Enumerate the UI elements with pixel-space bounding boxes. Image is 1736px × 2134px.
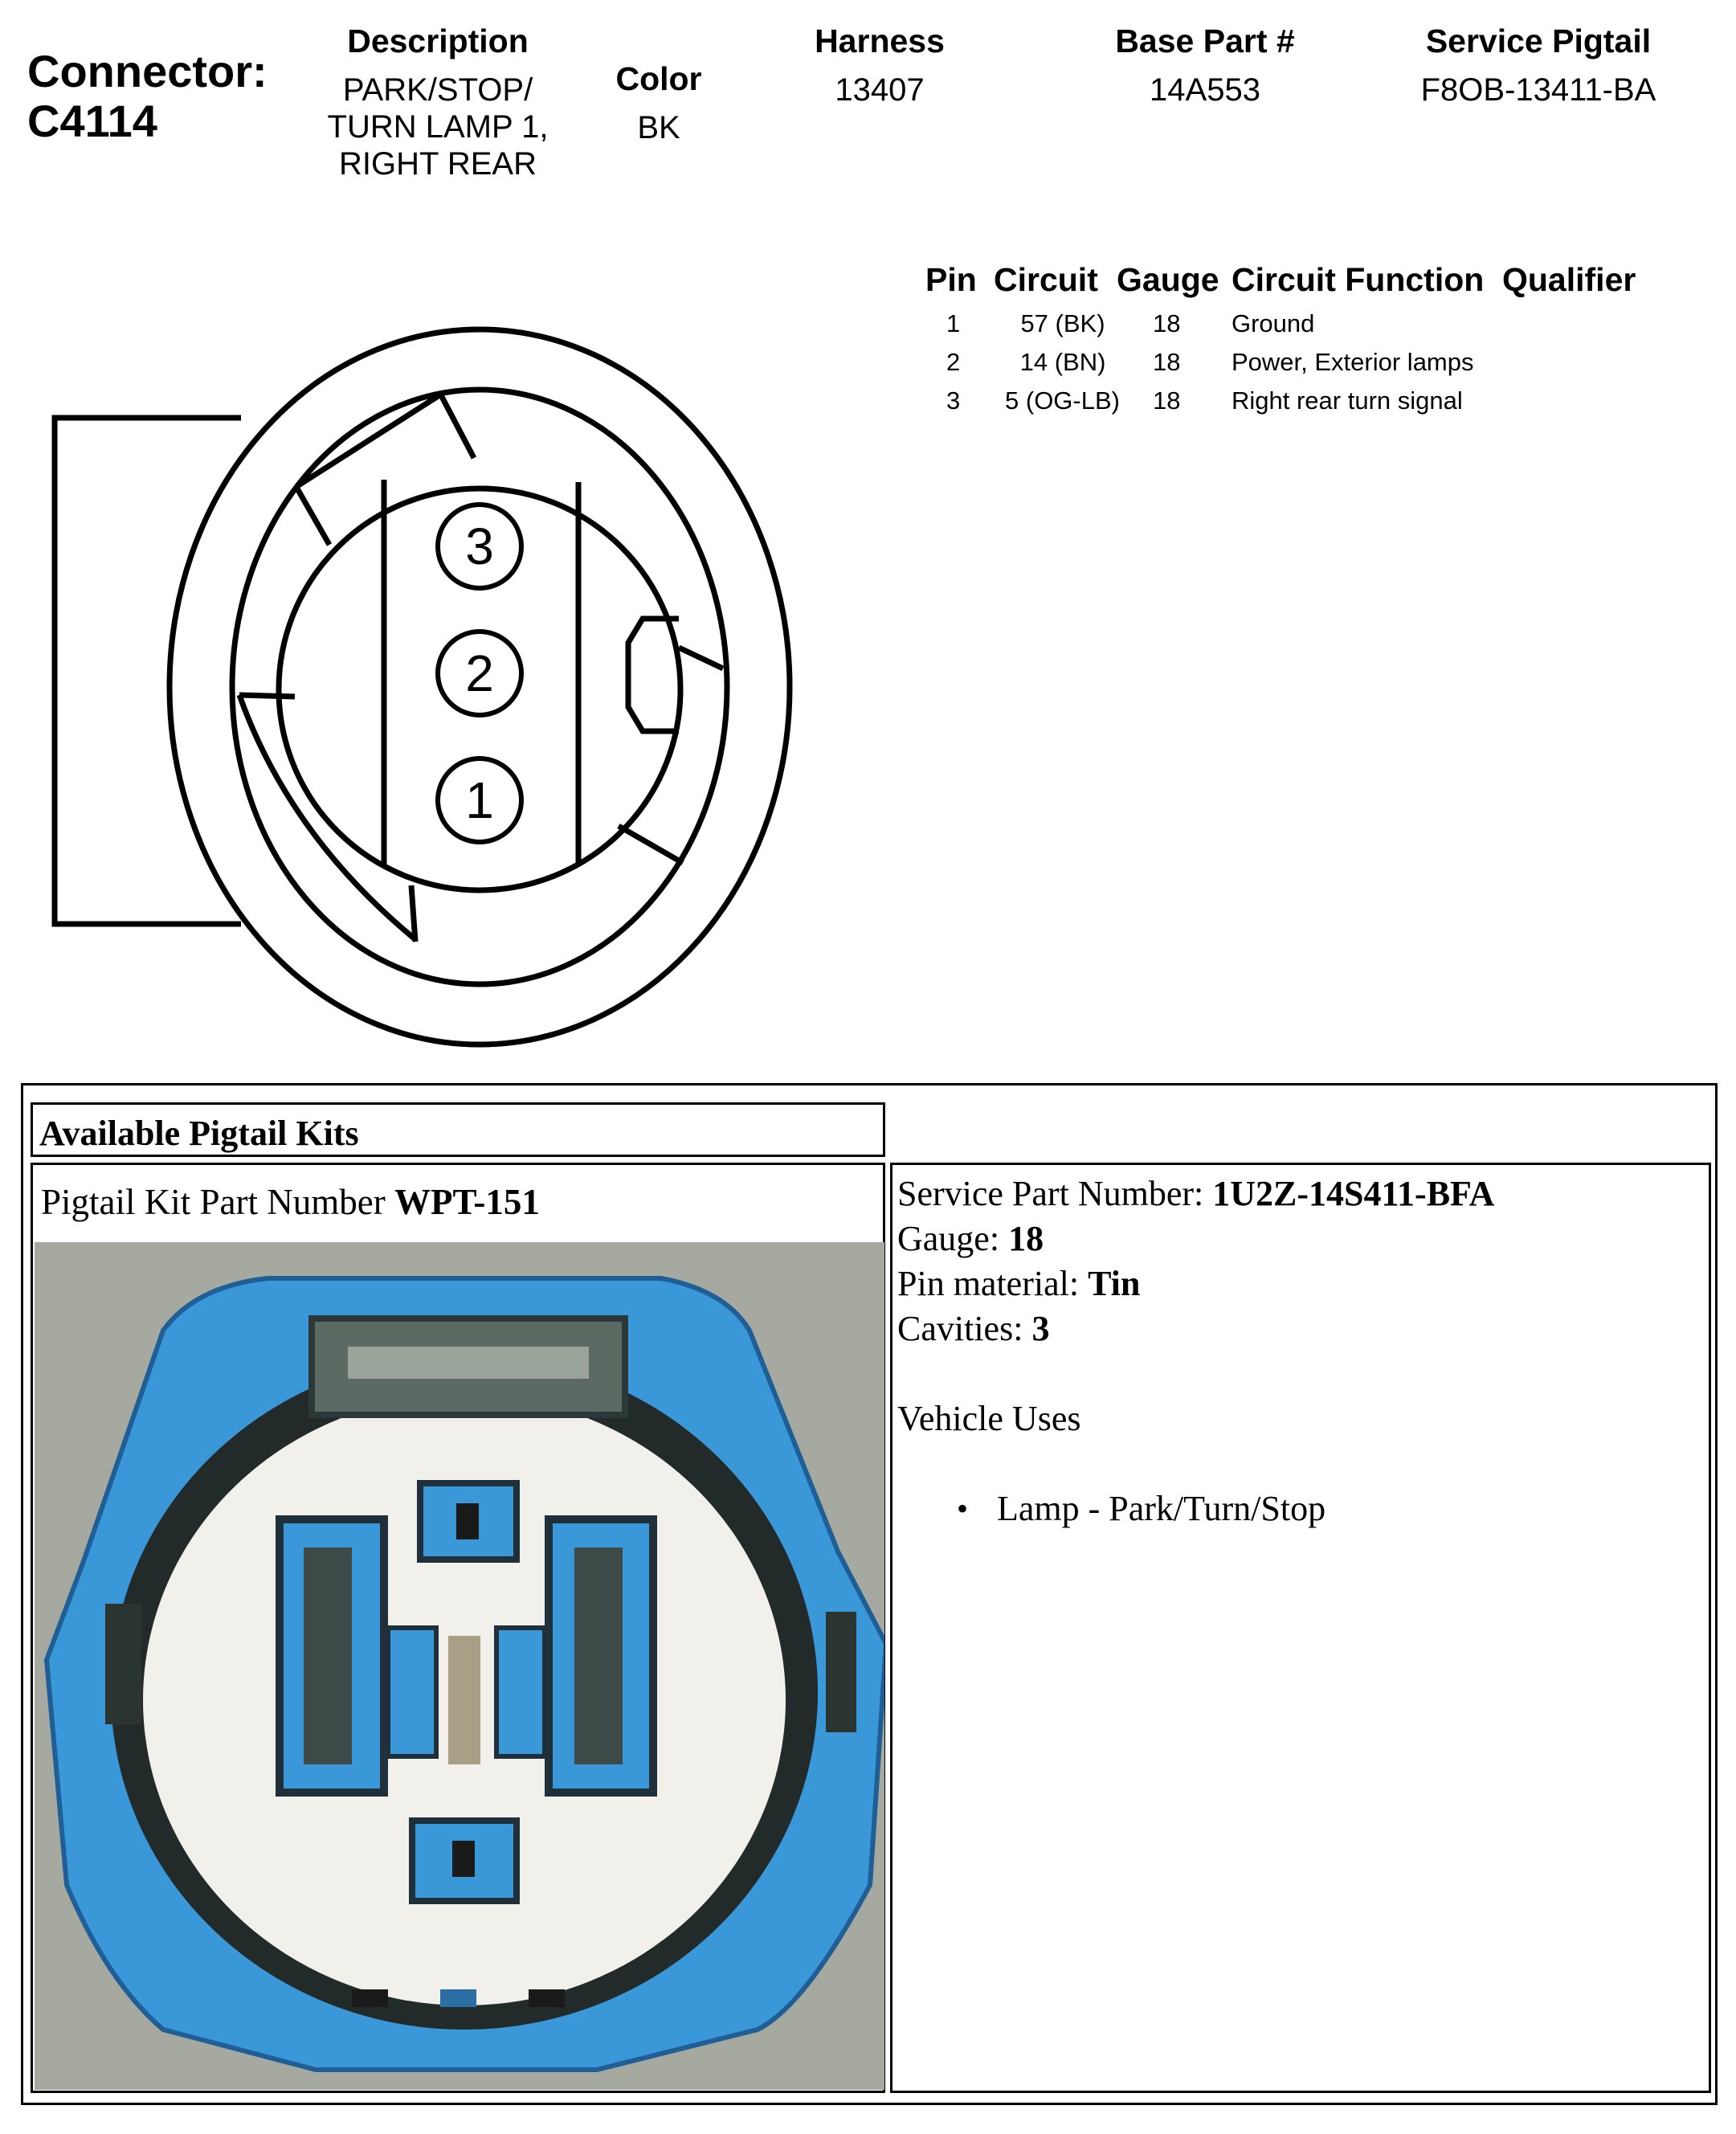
gauge-label: Gauge: xyxy=(897,1219,1000,1258)
vehicle-uses-label: Vehicle Uses xyxy=(897,1399,1081,1438)
pin-material-line xyxy=(897,1261,1709,1306)
header-color xyxy=(578,60,739,146)
circuit-function-header: Circuit Function xyxy=(1232,261,1485,298)
circuit-cell: 5 (OG-LB) xyxy=(1005,386,1120,415)
description-line: TURN LAMP 1, xyxy=(327,109,549,145)
service-pigtail-label: Service Pigtail xyxy=(1425,22,1652,59)
left-latch xyxy=(105,1604,141,1724)
pin-3-label: 3 xyxy=(465,517,494,575)
bottom-slot xyxy=(352,1989,388,2007)
circuit-cell: 14 (BN) xyxy=(1019,348,1106,376)
cavity-bottom-slot xyxy=(452,1841,475,1877)
cavities-label: Cavities: xyxy=(897,1309,1023,1348)
gauge-cell: 18 xyxy=(1153,348,1181,376)
gauge-header: Gauge xyxy=(1117,261,1219,298)
pin-material-value: Tin xyxy=(1088,1264,1141,1303)
right-latch xyxy=(826,1612,856,1732)
vehicle-uses-list xyxy=(897,1486,1709,1531)
connector-id: C4114 xyxy=(27,96,157,146)
cavity-mid-left xyxy=(388,1628,436,1756)
pin-cell: 3 xyxy=(946,386,961,415)
description-line: PARK/STOP/ xyxy=(342,72,533,108)
cavities-line xyxy=(897,1306,1709,1351)
cavities-value: 3 xyxy=(1031,1309,1050,1348)
top-latch-slot xyxy=(348,1347,589,1379)
header-description xyxy=(289,22,586,182)
pigtail-photo xyxy=(35,1242,884,2090)
latch-line xyxy=(239,695,295,697)
qualifier-header: Qualifier xyxy=(1502,261,1636,298)
pigtail-kit-label: Pigtail Kit Part Number xyxy=(41,1182,386,1222)
pin-1-label: 1 xyxy=(465,771,494,829)
gauge-cell: 18 xyxy=(1153,309,1181,337)
connector-label xyxy=(27,47,268,146)
vehicle-use-item: • Lamp - Park/Turn/Stop xyxy=(897,1486,1709,1531)
gauge-line xyxy=(897,1216,1709,1261)
latch-line xyxy=(411,885,415,942)
function-cell: Power, Exterior lamps xyxy=(1232,348,1474,376)
circuit-cell: 57 (BK) xyxy=(1020,309,1105,337)
color-label: Color xyxy=(615,60,702,97)
gauge-cell: 18 xyxy=(1153,386,1181,415)
pin-cell: 2 xyxy=(946,348,961,376)
service-part-cell xyxy=(890,1163,1711,2093)
center-key xyxy=(448,1636,480,1764)
pigtail-kit-cell xyxy=(31,1163,885,2093)
description-line: RIGHT REAR xyxy=(339,146,537,182)
harness-label: Harness xyxy=(815,22,945,59)
header-service-pigtail xyxy=(1366,22,1711,108)
cavity-mid-right xyxy=(496,1628,545,1756)
pigtail-kit-number: WPT-151 xyxy=(394,1182,540,1222)
bottom-slot xyxy=(440,1989,476,2007)
pin-2-label: 2 xyxy=(465,644,494,702)
function-cell: Right rear turn signal xyxy=(1232,386,1463,415)
pigtail-section-title-text: Available Pigtail Kits xyxy=(39,1114,359,1153)
cavity-right-terminal xyxy=(574,1547,623,1764)
function-cell: Ground xyxy=(1232,309,1315,337)
pin-table xyxy=(924,261,1727,438)
connector-label-text: Connector: xyxy=(27,46,268,96)
pin-cell: 1 xyxy=(946,309,961,337)
service-part-line xyxy=(897,1171,1709,1216)
service-pigtail-value: F8OB-13411-BA xyxy=(1420,72,1656,108)
base-part-value: 14A553 xyxy=(1150,72,1260,108)
description-label: Description xyxy=(347,22,529,59)
circuit-header: Circuit xyxy=(994,261,1098,298)
description-value xyxy=(289,72,586,182)
header-harness xyxy=(767,22,992,108)
connector-face-diagram xyxy=(0,289,884,1061)
harness-value: 13407 xyxy=(835,72,925,108)
header-base-part xyxy=(1076,22,1334,108)
cavity-left-terminal xyxy=(304,1547,352,1764)
pin-material-label: Pin material: xyxy=(897,1264,1080,1303)
color-value: BK xyxy=(637,110,680,145)
pin-header: Pin xyxy=(925,261,977,298)
cavity-top-slot xyxy=(456,1503,479,1539)
gauge-value: 18 xyxy=(1008,1219,1044,1258)
service-part-value: 1U2Z-14S411-BFA xyxy=(1212,1174,1495,1213)
base-part-label: Base Part # xyxy=(1115,22,1295,59)
pigtail-kit-line xyxy=(41,1181,540,1223)
bottom-slot xyxy=(529,1989,565,2007)
pigtail-section-title xyxy=(31,1102,885,1157)
service-part-label: Service Part Number: xyxy=(897,1174,1204,1213)
